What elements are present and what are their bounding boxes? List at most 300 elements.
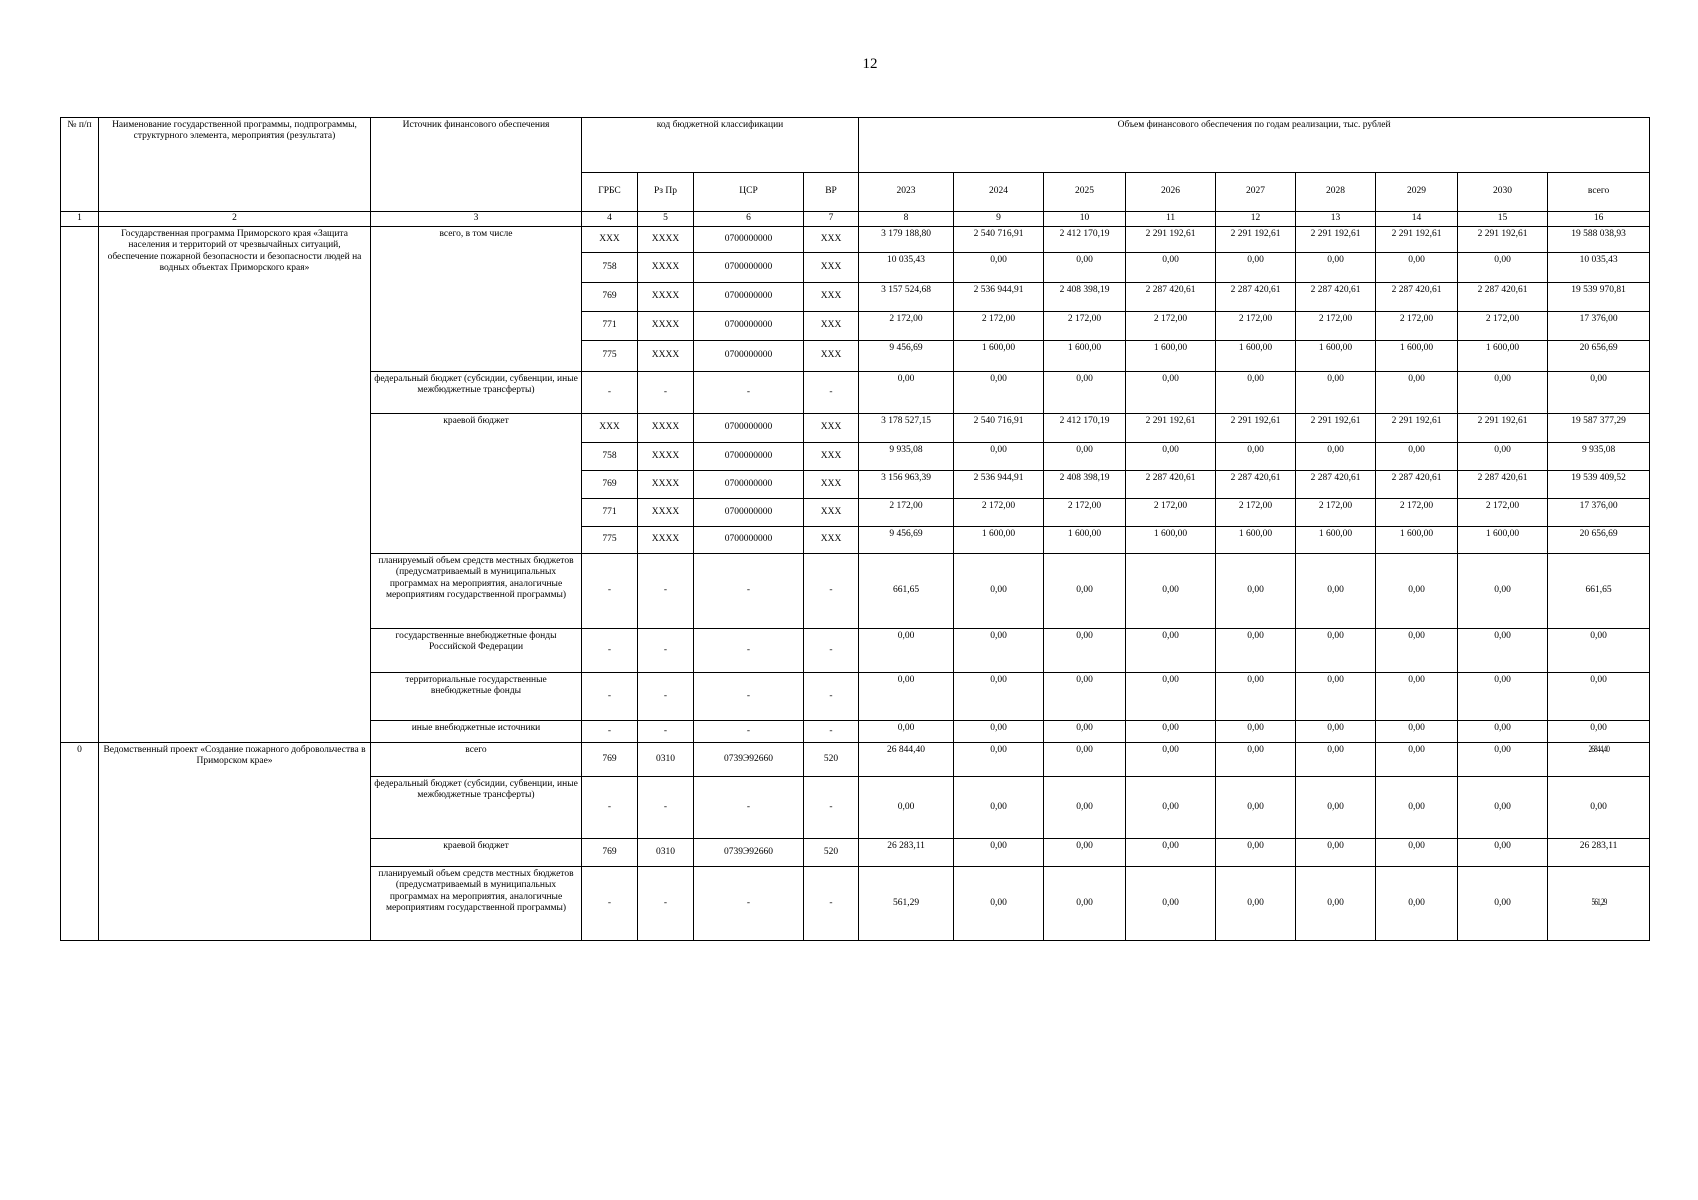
year-value-cell: 0,00 — [1296, 673, 1376, 721]
total-value-cell — [1548, 743, 1650, 777]
budget-code-cell: 520 — [804, 743, 859, 777]
budget-code-cell: - — [804, 867, 859, 941]
year-value-cell: 1 600,00 — [1216, 527, 1296, 554]
total-value-cell: 26 283,11 — [1548, 839, 1650, 867]
budget-code-cell: - — [694, 777, 804, 839]
budget-code-cell: - — [638, 673, 694, 721]
year-value-cell: 9 456,69 — [859, 527, 954, 554]
year-value-cell: 2 291 192,61 — [1126, 227, 1216, 253]
column-number-cell: 2 — [99, 212, 371, 227]
year-value-cell: 2 287 420,61 — [1296, 283, 1376, 312]
year-value-cell: 0,00 — [1126, 777, 1216, 839]
subheader-cell: 2023 — [859, 173, 954, 212]
subheader-cell: 2025 — [1044, 173, 1126, 212]
budget-code-cell: XXX — [582, 414, 638, 443]
year-value-cell: 0,00 — [1044, 629, 1126, 673]
budget-code-cell: - — [694, 554, 804, 629]
year-value-cell: 10 035,43 — [859, 253, 954, 283]
budget-code-cell: - — [694, 673, 804, 721]
year-value-cell: 0,00 — [954, 554, 1044, 629]
year-value-cell: 0,00 — [1126, 554, 1216, 629]
year-value-cell: 0,00 — [1376, 867, 1458, 941]
header-volume: Объем финансового обеспечения по годам реализации, тыс. рублей — [859, 118, 1650, 173]
year-value-cell: 0,00 — [859, 673, 954, 721]
year-value-cell: 2 172,00 — [1376, 499, 1458, 527]
year-value-cell: 0,00 — [1458, 253, 1548, 283]
year-value-cell: 2 291 192,61 — [1126, 414, 1216, 443]
year-value-cell: 2 172,00 — [1216, 499, 1296, 527]
year-value-cell: 0,00 — [954, 777, 1044, 839]
column-number-cell: 1 — [61, 212, 99, 227]
budget-code-cell: 769 — [582, 743, 638, 777]
budget-code-cell: - — [638, 372, 694, 414]
total-value-cell: 19 587 377,29 — [1548, 414, 1650, 443]
budget-code-cell: 758 — [582, 253, 638, 283]
budget-code-cell: - — [582, 629, 638, 673]
budget-code-cell: 775 — [582, 527, 638, 554]
table-row — [61, 227, 1650, 253]
year-value-cell: 0,00 — [954, 721, 1044, 743]
year-value-cell: 2 412 170,19 — [1044, 227, 1126, 253]
year-value-cell: 0,00 — [1458, 867, 1548, 941]
budget-code-cell: 0739Э92660 — [694, 839, 804, 867]
year-value-cell: 2 172,00 — [1044, 312, 1126, 341]
year-value-cell: 0,00 — [1376, 839, 1458, 867]
year-value-cell: 2 172,00 — [1296, 499, 1376, 527]
total-value-cell: 19 588 038,93 — [1548, 227, 1650, 253]
year-value-cell: 0,00 — [1296, 743, 1376, 777]
budget-code-cell: - — [804, 673, 859, 721]
year-value-cell: 2 291 192,61 — [1296, 414, 1376, 443]
year-value-cell: 0,00 — [1458, 839, 1548, 867]
year-value-cell: 2 536 944,91 — [954, 471, 1044, 499]
budget-code-cell: XXX — [804, 471, 859, 499]
year-value-cell: 0,00 — [1458, 673, 1548, 721]
funding-source-cell: краевой бюджет — [371, 414, 582, 554]
budget-code-cell: - — [804, 721, 859, 743]
year-value-cell: 0,00 — [1216, 554, 1296, 629]
year-value-cell: 2 287 420,61 — [1376, 471, 1458, 499]
year-value-cell: 2 536 944,91 — [954, 283, 1044, 312]
year-value-cell: 2 291 192,61 — [1296, 227, 1376, 253]
budget-code-cell: XXX — [804, 341, 859, 372]
year-value-cell: 1 600,00 — [1126, 341, 1216, 372]
year-value-cell: 0,00 — [859, 372, 954, 414]
year-value-cell: 0,00 — [954, 743, 1044, 777]
budget-code-cell: XXX — [804, 227, 859, 253]
column-number-cell: 9 — [954, 212, 1044, 227]
budget-code-cell: - — [638, 629, 694, 673]
year-value-cell: 0,00 — [1126, 867, 1216, 941]
table-row — [61, 743, 1650, 777]
total-value-cell: 0,00 — [1548, 777, 1650, 839]
year-value-cell: 2 172,00 — [954, 312, 1044, 341]
year-value-cell: 0,00 — [1458, 629, 1548, 673]
year-value-cell: 0,00 — [1376, 777, 1458, 839]
budget-code-cell: XXX — [582, 227, 638, 253]
budget-code-cell: - — [694, 721, 804, 743]
year-value-cell: 0,00 — [1376, 443, 1458, 471]
budget-code-cell: 0700000000 — [694, 312, 804, 341]
year-value-cell: 0,00 — [1126, 743, 1216, 777]
budget-code-cell: XXXX — [638, 527, 694, 554]
year-value-cell: 661,65 — [859, 554, 954, 629]
year-value-cell: 0,00 — [1216, 743, 1296, 777]
year-value-cell: 0,00 — [1376, 721, 1458, 743]
funding-source-cell: иные внебюджетные источники — [371, 721, 582, 743]
funding-source-cell: федеральный бюджет (субсидии, субвенции, иные межбюджетные трансферты) — [371, 777, 582, 839]
year-value-cell: 0,00 — [1376, 743, 1458, 777]
total-value-cell: 20 656,69 — [1548, 341, 1650, 372]
total-value-cell: 0,00 — [1548, 629, 1650, 673]
budget-code-cell: 0700000000 — [694, 443, 804, 471]
budget-code-cell: - — [694, 867, 804, 941]
total-value-cell: 20 656,69 — [1548, 527, 1650, 554]
year-value-cell: 561,29 — [859, 867, 954, 941]
year-value-cell: 0,00 — [1126, 443, 1216, 471]
subheader-cell: ГРБС — [582, 173, 638, 212]
budget-code-cell: XXX — [804, 312, 859, 341]
year-value-cell: 0,00 — [1216, 629, 1296, 673]
year-value-cell: 2 172,00 — [1126, 312, 1216, 341]
total-value-cell: 0,00 — [1548, 372, 1650, 414]
program-name-cell: Государственная программа Приморского края «Защита населения и территорий от чрезвычайных ситуаций, обеспечение пожарной безопасности и безопасности людей на водных объектах Приморского края» — [99, 227, 371, 743]
row-number-cell — [61, 227, 99, 743]
year-value-cell: 0,00 — [1376, 673, 1458, 721]
year-value-cell: 0,00 — [1126, 372, 1216, 414]
year-value-cell: 0,00 — [1296, 721, 1376, 743]
year-value-cell: 0,00 — [1458, 777, 1548, 839]
year-value-cell: 0,00 — [1044, 721, 1126, 743]
year-value-cell: 0,00 — [1216, 673, 1296, 721]
year-value-cell: 0,00 — [954, 673, 1044, 721]
year-value-cell: 2 408 398,19 — [1044, 471, 1126, 499]
subheader-cell: 2028 — [1296, 173, 1376, 212]
budget-code-cell: - — [582, 554, 638, 629]
budget-code-cell: - — [804, 629, 859, 673]
budget-code-cell: - — [582, 867, 638, 941]
funding-source-cell: территориальные государственные внебюджетные фонды — [371, 673, 582, 721]
year-value-cell: 0,00 — [1126, 253, 1216, 283]
table-body — [61, 227, 1650, 941]
year-value-cell: 2 291 192,61 — [1376, 227, 1458, 253]
year-value-cell: 0,00 — [1216, 253, 1296, 283]
year-value-cell: 3 179 188,80 — [859, 227, 954, 253]
budget-code-cell: XXXX — [638, 227, 694, 253]
budget-code-cell: XXX — [804, 443, 859, 471]
year-value-cell: 0,00 — [1216, 839, 1296, 867]
year-value-cell: 1 600,00 — [1376, 341, 1458, 372]
funding-source-cell: всего, в том числе — [371, 227, 582, 372]
budget-code-cell: 775 — [582, 341, 638, 372]
budget-code-cell: XXXX — [638, 312, 694, 341]
year-value-cell: 0,00 — [1044, 867, 1126, 941]
budget-code-cell: - — [804, 777, 859, 839]
funding-source-cell: планируемый объем средств местных бюджетов (предусматриваемый в муниципальных программах на мероприятия, аналогичные мероприятиям государственной программы) — [371, 554, 582, 629]
year-value-cell: 0,00 — [1458, 554, 1548, 629]
year-value-cell: 1 600,00 — [1376, 527, 1458, 554]
budget-code-cell: - — [582, 673, 638, 721]
header-no: № п/п — [61, 118, 99, 212]
column-number-cell: 14 — [1376, 212, 1458, 227]
budget-code-cell: XXX — [804, 499, 859, 527]
year-value-cell: 2 540 716,91 — [954, 227, 1044, 253]
year-value-cell: 0,00 — [1296, 554, 1376, 629]
funding-source-cell: государственные внебюджетные фонды Российской Федерации — [371, 629, 582, 673]
year-value-cell: 2 287 420,61 — [1376, 283, 1458, 312]
budget-code-cell: 0310 — [638, 839, 694, 867]
year-value-cell: 1 600,00 — [954, 341, 1044, 372]
header-name: Наименование государственной программы, подпрограммы, структурного элемента, мероприятия (результата) — [99, 118, 371, 212]
budget-code-cell: XXXX — [638, 341, 694, 372]
column-number-cell: 13 — [1296, 212, 1376, 227]
year-value-cell: 1 600,00 — [1126, 527, 1216, 554]
year-value-cell: 0,00 — [1044, 253, 1126, 283]
year-value-cell: 2 172,00 — [1458, 499, 1548, 527]
year-value-cell: 0,00 — [1296, 839, 1376, 867]
year-value-cell: 0,00 — [1044, 443, 1126, 471]
year-value-cell: 0,00 — [1296, 629, 1376, 673]
budget-code-cell: - — [638, 777, 694, 839]
budget-code-cell: 0700000000 — [694, 341, 804, 372]
year-value-cell: 0,00 — [954, 839, 1044, 867]
subheader-cell: 2029 — [1376, 173, 1458, 212]
year-value-cell: 3 156 963,39 — [859, 471, 954, 499]
year-value-cell: 0,00 — [1216, 721, 1296, 743]
budget-code-cell: 0700000000 — [694, 499, 804, 527]
budget-code-cell: XXXX — [638, 499, 694, 527]
year-value-cell: 0,00 — [1376, 372, 1458, 414]
year-value-cell: 2 291 192,61 — [1216, 227, 1296, 253]
budget-code-cell: - — [694, 629, 804, 673]
year-value-cell: 0,00 — [859, 721, 954, 743]
budget-code-cell: XXX — [804, 283, 859, 312]
total-value-cell: 9 935,08 — [1548, 443, 1650, 471]
budget-code-cell: - — [638, 721, 694, 743]
year-value-cell: 9 456,69 — [859, 341, 954, 372]
year-value-cell: 2 172,00 — [859, 499, 954, 527]
column-number-cell: 16 — [1548, 212, 1650, 227]
year-value-cell: 0,00 — [954, 867, 1044, 941]
budget-code-cell: XXXX — [638, 253, 694, 283]
year-value-cell: 2 287 420,61 — [1126, 471, 1216, 499]
year-value-cell: 0,00 — [1296, 253, 1376, 283]
total-value-cell: 0,00 — [1548, 673, 1650, 721]
budget-code-cell: - — [582, 721, 638, 743]
year-value-cell: 2 287 420,61 — [1296, 471, 1376, 499]
column-number-cell: 7 — [804, 212, 859, 227]
budget-code-cell: - — [804, 554, 859, 629]
year-value-cell: 2 291 192,61 — [1458, 227, 1548, 253]
year-value-cell: 0,00 — [1044, 839, 1126, 867]
year-value-cell: 9 935,08 — [859, 443, 954, 471]
year-value-cell: 0,00 — [1216, 777, 1296, 839]
total-value-cell — [1548, 867, 1650, 941]
year-value-cell: 0,00 — [954, 629, 1044, 673]
subheader-cell: Рз Пр — [638, 173, 694, 212]
budget-code-cell: 0739Э92660 — [694, 743, 804, 777]
year-value-cell: 3 178 527,15 — [859, 414, 954, 443]
year-value-cell: 2 287 420,61 — [1458, 283, 1548, 312]
budget-code-cell: - — [638, 867, 694, 941]
program-name-cell: Ведомственный проект «Создание пожарного добровольчества в Приморском крае» — [99, 743, 371, 941]
header-budget-code: код бюджетной классификации — [582, 118, 859, 173]
year-value-cell: 0,00 — [1216, 867, 1296, 941]
year-value-cell: 2 172,00 — [954, 499, 1044, 527]
year-value-cell: 0,00 — [1126, 673, 1216, 721]
year-value-cell: 2 412 170,19 — [1044, 414, 1126, 443]
year-value-cell: 2 172,00 — [1126, 499, 1216, 527]
budget-code-cell: 0700000000 — [694, 253, 804, 283]
year-value-cell: 1 600,00 — [954, 527, 1044, 554]
year-value-cell: 2 172,00 — [859, 312, 954, 341]
subheader-cell: 2030 — [1458, 173, 1548, 212]
year-value-cell: 0,00 — [859, 777, 954, 839]
header-source: Источник финансового обеспечения — [371, 118, 582, 212]
budget-code-cell: XXX — [804, 253, 859, 283]
total-value-cell: 17 376,00 — [1548, 312, 1650, 341]
funding-source-cell: всего — [371, 743, 582, 777]
column-number-cell: 11 — [1126, 212, 1216, 227]
year-value-cell: 1 600,00 — [1044, 341, 1126, 372]
budget-code-cell: 771 — [582, 499, 638, 527]
budget-code-cell: XXXX — [638, 283, 694, 312]
year-value-cell: 0,00 — [1296, 443, 1376, 471]
total-value-text: 561,29 — [1591, 897, 1607, 908]
budget-code-cell: - — [582, 372, 638, 414]
budget-code-cell: 0310 — [638, 743, 694, 777]
year-value-cell: 0,00 — [1376, 554, 1458, 629]
column-numbers-row — [61, 212, 1650, 227]
budget-code-cell: - — [804, 372, 859, 414]
budget-code-cell: 0700000000 — [694, 471, 804, 499]
year-value-cell: 2 172,00 — [1044, 499, 1126, 527]
year-value-cell: 0,00 — [1216, 443, 1296, 471]
year-value-cell: 2 287 420,61 — [1126, 283, 1216, 312]
budget-code-cell: 0700000000 — [694, 414, 804, 443]
year-value-cell: 26 283,11 — [859, 839, 954, 867]
budget-code-cell: - — [638, 554, 694, 629]
year-value-cell: 0,00 — [1376, 629, 1458, 673]
year-value-cell: 0,00 — [1296, 372, 1376, 414]
subheader-cell: ВР — [804, 173, 859, 212]
subheader-cell: всего — [1548, 173, 1650, 212]
budget-code-cell: XXXX — [638, 443, 694, 471]
year-value-cell: 0,00 — [1044, 743, 1126, 777]
year-value-cell: 2 291 192,61 — [1376, 414, 1458, 443]
year-value-cell: 0,00 — [1044, 554, 1126, 629]
budget-code-cell: 0700000000 — [694, 283, 804, 312]
year-value-cell: 2 287 420,61 — [1458, 471, 1548, 499]
budget-code-cell: 520 — [804, 839, 859, 867]
year-value-cell: 0,00 — [1376, 253, 1458, 283]
total-value-cell: 0,00 — [1548, 721, 1650, 743]
budget-code-cell: XXXX — [638, 471, 694, 499]
column-number-cell: 5 — [638, 212, 694, 227]
budget-code-cell: XXXX — [638, 414, 694, 443]
column-number-cell: 6 — [694, 212, 804, 227]
year-value-cell: 0,00 — [954, 443, 1044, 471]
budget-code-cell: - — [582, 777, 638, 839]
total-value-cell: 19 539 409,52 — [1548, 471, 1650, 499]
subheader-cell: 2026 — [1126, 173, 1216, 212]
total-value-cell: 10 035,43 — [1548, 253, 1650, 283]
year-value-cell: 0,00 — [1126, 629, 1216, 673]
column-number-cell: 12 — [1216, 212, 1296, 227]
budget-code-cell: - — [694, 372, 804, 414]
budget-code-cell: 769 — [582, 471, 638, 499]
year-value-cell: 2 408 398,19 — [1044, 283, 1126, 312]
subheader-cell: 2024 — [954, 173, 1044, 212]
column-number-cell: 4 — [582, 212, 638, 227]
subheader-cell: ЦСР — [694, 173, 804, 212]
year-value-cell: 0,00 — [1458, 443, 1548, 471]
year-value-cell: 1 600,00 — [1216, 341, 1296, 372]
year-value-cell: 2 172,00 — [1296, 312, 1376, 341]
budget-code-cell: 758 — [582, 443, 638, 471]
year-value-cell: 1 600,00 — [1458, 527, 1548, 554]
year-value-cell: 2 291 192,61 — [1216, 414, 1296, 443]
total-value-cell: 19 539 970,81 — [1548, 283, 1650, 312]
funding-source-cell: планируемый объем средств местных бюджетов (предусматриваемый в муниципальных программах на мероприятия, аналогичные мероприятиям государственной программы) — [371, 867, 582, 941]
funding-source-cell: краевой бюджет — [371, 839, 582, 867]
column-number-cell: 3 — [371, 212, 582, 227]
year-value-cell: 2 287 420,61 — [1216, 471, 1296, 499]
year-value-cell: 2 172,00 — [1376, 312, 1458, 341]
year-value-cell: 0,00 — [1126, 839, 1216, 867]
budget-code-cell: 769 — [582, 839, 638, 867]
budget-code-cell: 0700000000 — [694, 227, 804, 253]
year-value-cell: 0,00 — [1044, 372, 1126, 414]
year-value-cell: 0,00 — [1296, 867, 1376, 941]
budget-code-cell: 0700000000 — [694, 527, 804, 554]
year-value-cell: 0,00 — [1458, 721, 1548, 743]
total-value-cell: 661,65 — [1548, 554, 1650, 629]
financing-table — [60, 117, 1650, 941]
year-value-cell: 1 600,00 — [1458, 341, 1548, 372]
year-value-cell: 0,00 — [859, 629, 954, 673]
year-value-cell: 2 287 420,61 — [1216, 283, 1296, 312]
year-value-cell: 2 172,00 — [1216, 312, 1296, 341]
row-number-cell: 0 — [61, 743, 99, 941]
subheader-cell: 2027 — [1216, 173, 1296, 212]
column-number-cell: 8 — [859, 212, 954, 227]
year-value-cell: 1 600,00 — [1044, 527, 1126, 554]
column-number-cell: 15 — [1458, 212, 1548, 227]
year-value-cell: 0,00 — [1458, 372, 1548, 414]
total-value-text: 26844,40 — [1588, 745, 1609, 755]
year-value-cell: 0,00 — [954, 372, 1044, 414]
year-value-cell: 0,00 — [1296, 777, 1376, 839]
column-number-cell: 10 — [1044, 212, 1126, 227]
year-value-cell: 0,00 — [1126, 721, 1216, 743]
year-value-cell: 3 157 524,68 — [859, 283, 954, 312]
budget-code-cell: XXX — [804, 527, 859, 554]
year-value-cell: 2 172,00 — [1458, 312, 1548, 341]
year-value-cell: 0,00 — [1044, 673, 1126, 721]
total-value-cell: 17 376,00 — [1548, 499, 1650, 527]
year-value-cell: 0,00 — [1216, 372, 1296, 414]
year-value-cell: 2 540 716,91 — [954, 414, 1044, 443]
budget-code-cell: XXX — [804, 414, 859, 443]
budget-code-cell: 771 — [582, 312, 638, 341]
year-value-cell: 0,00 — [1458, 743, 1548, 777]
year-value-cell: 1 600,00 — [1296, 527, 1376, 554]
year-value-cell: 26 844,40 — [859, 743, 954, 777]
budget-code-cell: 769 — [582, 283, 638, 312]
year-value-cell: 1 600,00 — [1296, 341, 1376, 372]
page-number: 12 — [862, 56, 878, 72]
